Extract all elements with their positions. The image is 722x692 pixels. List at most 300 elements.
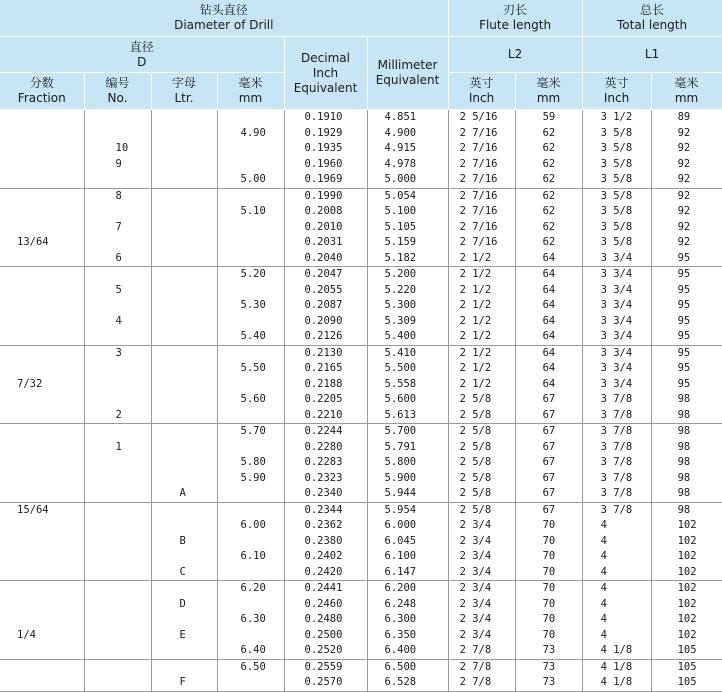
millimeter-cell: 5.200 bbox=[367, 267, 448, 283]
millimeter-cell: 5.159 bbox=[367, 235, 448, 251]
flute-mm-cell: 59 bbox=[515, 110, 582, 126]
fraction-cell: 13/64 bbox=[0, 235, 84, 251]
flute-inch-cell: 2 7/16 bbox=[448, 141, 515, 157]
mm-cell bbox=[217, 408, 284, 424]
number-cell: 6 bbox=[84, 251, 151, 267]
table-row bbox=[0, 157, 722, 173]
total-mm-cell: 89 bbox=[651, 110, 722, 126]
table-row bbox=[0, 377, 722, 393]
number-cell bbox=[84, 172, 151, 188]
flute-mm-cell: 67 bbox=[515, 502, 582, 518]
total-inch-cell: 3 3/4 bbox=[582, 251, 651, 267]
letter-cell bbox=[151, 204, 217, 220]
fraction-cell bbox=[0, 172, 84, 188]
mm-cell: 6.20 bbox=[217, 581, 284, 597]
flute-inch-cell: 2 1/2 bbox=[448, 361, 515, 377]
mm-cell bbox=[217, 251, 284, 267]
flute-mm-cell: 73 bbox=[515, 643, 582, 659]
flute-inch-cell: 2 5/16 bbox=[448, 110, 515, 126]
decimal-inch-cell: 0.2055 bbox=[284, 283, 367, 299]
millimeter-cell: 6.200 bbox=[367, 581, 448, 597]
table-row bbox=[0, 267, 722, 283]
millimeter-cell: 6.000 bbox=[367, 518, 448, 534]
number-cell bbox=[84, 204, 151, 220]
letter-cell bbox=[151, 220, 217, 236]
total-inch-cell: 3 5/8 bbox=[582, 157, 651, 173]
millimeter-cell: 6.500 bbox=[367, 659, 448, 675]
number-cell bbox=[84, 110, 151, 126]
total-mm-cell: 92 bbox=[677, 142, 691, 155]
mm-cell bbox=[217, 283, 284, 299]
l1-header: L1 bbox=[582, 37, 722, 73]
number-cell bbox=[84, 486, 151, 502]
number-cell bbox=[84, 643, 151, 659]
decimal-inch-cell: 0.1935 bbox=[284, 141, 367, 157]
table-row bbox=[0, 314, 722, 330]
table-row bbox=[0, 220, 722, 236]
millimeter-cell: 6.528 bbox=[367, 675, 448, 691]
total-mm-cell: 95 bbox=[677, 362, 691, 375]
total-inch-cell: 4 bbox=[582, 549, 651, 565]
millimeter-cell: 5.182 bbox=[367, 251, 448, 267]
flute-inch-cell: 2 3/4 bbox=[448, 565, 515, 581]
millimeter-cell: 5.000 bbox=[367, 172, 448, 188]
millimeter-cell: 6.350 bbox=[367, 628, 448, 644]
frac-en-label: Fraction bbox=[17, 91, 66, 105]
flute-inch-cell: 2 3/4 bbox=[448, 534, 515, 550]
mm-cn-label: 毫米 bbox=[238, 76, 263, 90]
letter-cell bbox=[151, 283, 217, 299]
flute-mm-cell: 70 bbox=[515, 565, 582, 581]
decimal-label-3: Equivalent bbox=[293, 80, 358, 95]
table-row bbox=[0, 298, 722, 314]
number-cell bbox=[84, 534, 151, 550]
fraction-cell bbox=[0, 345, 84, 361]
table-row bbox=[0, 643, 722, 659]
diameter-en-label: Diameter of Drill bbox=[174, 18, 274, 32]
letter-header bbox=[151, 73, 217, 110]
fraction-cell bbox=[0, 471, 84, 487]
flute-inch-cell: 2 5/8 bbox=[448, 408, 515, 424]
mm-cell bbox=[217, 314, 284, 330]
flute-inch-cell: 2 7/16 bbox=[448, 220, 515, 236]
fraction-cell bbox=[0, 204, 84, 220]
decimal-inch-cell: 0.2031 bbox=[284, 235, 367, 251]
decimal-inch-cell: 0.2040 bbox=[284, 251, 367, 267]
millimeter-cell: 5.054 bbox=[367, 188, 448, 204]
millimeter-cell: 4.851 bbox=[367, 110, 448, 126]
millimeter-cell: 4.978 bbox=[367, 157, 448, 173]
letter-cell: F bbox=[151, 675, 217, 691]
millimeter-cell: 5.944 bbox=[367, 486, 448, 502]
flute-mm-cell: 67 bbox=[515, 408, 582, 424]
number-cell: 3 bbox=[84, 345, 151, 361]
tmm-en-label: mm bbox=[674, 91, 699, 105]
flute-inch-cell: 2 7/16 bbox=[448, 157, 515, 173]
number-cell bbox=[84, 267, 151, 283]
total-inch-cell: 3 5/8 bbox=[582, 235, 651, 251]
total-mm-cell: 92 bbox=[677, 126, 691, 139]
total-inch-cell: 3 5/8 bbox=[582, 141, 651, 157]
decimal-inch-cell: 0.2441 bbox=[284, 581, 367, 597]
total-inch-cell: 3 3/4 bbox=[582, 314, 651, 330]
letter-cell bbox=[151, 157, 217, 173]
mm-cell: 5.20 bbox=[217, 267, 284, 283]
total-inch-cell: 4 1/8 bbox=[582, 659, 651, 675]
flute-inch-cell: 2 1/2 bbox=[448, 377, 515, 393]
millimeter-cell: 6.400 bbox=[367, 643, 448, 659]
decimal-inch-cell: 0.2500 bbox=[284, 628, 367, 644]
flute-mm-cell: 67 bbox=[515, 424, 582, 440]
total-inch-cell: 3 7/8 bbox=[582, 502, 651, 518]
mm-cell: 4.90 bbox=[217, 126, 284, 142]
fraction-cell bbox=[0, 486, 84, 502]
decimal-inch-cell: 0.2010 bbox=[284, 220, 367, 236]
total-mm-cell: 98 bbox=[677, 408, 691, 421]
fin-en-label: Inch bbox=[468, 91, 495, 105]
flute-mm-header bbox=[515, 73, 582, 110]
total-inch-cell: 3 5/8 bbox=[582, 204, 651, 220]
flute-mm-cell: 62 bbox=[515, 188, 582, 204]
mm-cell bbox=[217, 235, 284, 251]
fraction-cell bbox=[0, 424, 84, 440]
total-inch-cell: 3 1/2 bbox=[582, 110, 651, 126]
decimal-inch-cell: 0.2402 bbox=[284, 549, 367, 565]
letter-cell bbox=[151, 110, 217, 126]
mm-cell: 5.00 bbox=[217, 172, 284, 188]
flute-mm-cell: 73 bbox=[515, 659, 582, 675]
total-mm-cell: 102 bbox=[677, 534, 697, 547]
total-mm-cell: 95 bbox=[677, 377, 691, 390]
total-inch-cell: 4 bbox=[582, 534, 651, 550]
decimal-inch-cell: 0.2087 bbox=[284, 298, 367, 314]
millimeter-cell: 5.100 bbox=[367, 204, 448, 220]
decimal-inch-cell: 0.2323 bbox=[284, 471, 367, 487]
d-cn-label: 直径 bbox=[129, 39, 154, 54]
total-mm-cell: 95 bbox=[651, 345, 722, 361]
total-mm-cell: 105 bbox=[651, 675, 722, 691]
fraction-cell bbox=[0, 643, 84, 659]
letter-cell bbox=[151, 612, 217, 628]
millimeter-cell: 5.220 bbox=[367, 283, 448, 299]
mm-cell bbox=[217, 157, 284, 173]
millimeter-cell: 5.558 bbox=[367, 377, 448, 393]
letter-cell bbox=[151, 440, 217, 456]
fraction-cell bbox=[0, 565, 84, 581]
total-mm-cell: 92 bbox=[651, 188, 722, 204]
number-cell bbox=[84, 455, 151, 471]
millimeter-cell: 5.105 bbox=[367, 220, 448, 236]
flute-mm-cell: 64 bbox=[515, 345, 582, 361]
table-row bbox=[0, 455, 722, 471]
flute-inch-cell: 2 5/8 bbox=[448, 424, 515, 440]
total-inch-cell: 4 1/8 bbox=[582, 675, 651, 691]
decimal-inch-cell: 0.2520 bbox=[284, 643, 367, 659]
mm-cell bbox=[217, 141, 284, 157]
fraction-cell bbox=[0, 675, 84, 691]
total-mm-header bbox=[651, 73, 722, 110]
fmm-en-label: mm bbox=[536, 91, 561, 105]
total-mm-cell: 98 bbox=[677, 471, 691, 484]
flute-mm-cell: 70 bbox=[515, 518, 582, 534]
total-inch-cell: 3 3/4 bbox=[582, 361, 651, 377]
total-mm-cell: 102 bbox=[677, 613, 697, 626]
letter-cell bbox=[151, 377, 217, 393]
flute-mm-cell: 62 bbox=[515, 235, 582, 251]
total-mm-cell: 102 bbox=[677, 628, 697, 641]
letter-cell bbox=[151, 235, 217, 251]
total-inch-cell: 3 3/4 bbox=[582, 377, 651, 393]
decimal-label-2: Inch bbox=[312, 65, 339, 80]
flute-inch-cell: 2 3/4 bbox=[448, 628, 515, 644]
mm-cell bbox=[217, 565, 284, 581]
letter-cell bbox=[151, 329, 217, 345]
decimal-inch-cell: 0.2283 bbox=[284, 455, 367, 471]
decimal-inch-cell: 0.2165 bbox=[284, 361, 367, 377]
letter-cell bbox=[151, 549, 217, 565]
mm-cell bbox=[217, 377, 284, 393]
table-row bbox=[0, 110, 722, 126]
decimal-label-1: Decimal bbox=[301, 50, 350, 65]
flute-inch-cell: 2 7/8 bbox=[448, 659, 515, 675]
table-row bbox=[0, 597, 722, 613]
table-row bbox=[0, 235, 722, 251]
decimal-inch-cell: 0.2344 bbox=[284, 502, 367, 518]
flute-mm-cell: 67 bbox=[515, 392, 582, 408]
table-row bbox=[0, 283, 722, 299]
total-length-header bbox=[582, 0, 722, 37]
number-cell bbox=[84, 612, 151, 628]
fraction-cell bbox=[0, 141, 84, 157]
table-row bbox=[0, 345, 722, 361]
mm-cell bbox=[217, 486, 284, 502]
number-cell bbox=[84, 565, 151, 581]
flute-mm-cell: 67 bbox=[515, 486, 582, 502]
flute-mm-cell: 70 bbox=[515, 612, 582, 628]
table-row bbox=[0, 612, 722, 628]
total-mm-cell: 95 bbox=[677, 283, 691, 296]
total-inch-cell: 3 3/4 bbox=[582, 345, 651, 361]
fraction-cell bbox=[0, 440, 84, 456]
mm-cell: 5.80 bbox=[217, 455, 284, 471]
total-mm-cell: 105 bbox=[677, 644, 697, 657]
decimal-inch-cell: 0.2244 bbox=[284, 424, 367, 440]
decimal-inch-cell: 0.2362 bbox=[284, 518, 367, 534]
total-mm-cell: 102 bbox=[651, 581, 722, 597]
table-row bbox=[0, 486, 722, 502]
flute-inch-header bbox=[448, 73, 515, 110]
table-row bbox=[0, 549, 722, 565]
flute-mm-cell: 64 bbox=[515, 361, 582, 377]
mm-cell bbox=[217, 597, 284, 613]
mm-cell bbox=[217, 502, 284, 518]
total-mm-cell: 98 bbox=[677, 487, 691, 500]
fraction-cell bbox=[0, 126, 84, 142]
number-cell: 5 bbox=[84, 283, 151, 299]
decimal-inch-cell: 0.2210 bbox=[284, 408, 367, 424]
decimal-inch-cell: 0.2205 bbox=[284, 392, 367, 408]
flute-mm-cell: 62 bbox=[515, 126, 582, 142]
letter-cell: A bbox=[151, 486, 217, 502]
number-cell bbox=[84, 235, 151, 251]
table-row bbox=[0, 172, 722, 188]
flute-inch-cell: 2 1/2 bbox=[448, 251, 515, 267]
mm-cell bbox=[217, 440, 284, 456]
no-cn-label: 编号 bbox=[105, 76, 130, 90]
millimeter-cell: 5.400 bbox=[367, 329, 448, 345]
mm-cell: 5.10 bbox=[217, 204, 284, 220]
diameter-d-header bbox=[0, 37, 284, 73]
mm-cell bbox=[217, 110, 284, 126]
letter-cell bbox=[151, 643, 217, 659]
flute-inch-cell: 2 3/4 bbox=[448, 518, 515, 534]
decimal-inch-cell: 0.2570 bbox=[284, 675, 367, 691]
millimeter-cell: 5.613 bbox=[367, 408, 448, 424]
fin-cn-label: 英寸 bbox=[469, 76, 494, 90]
letter-cell bbox=[151, 518, 217, 534]
total-inch-cell: 4 bbox=[582, 597, 651, 613]
decimal-inch-cell: 0.2460 bbox=[284, 597, 367, 613]
flute-inch-cell: 2 3/4 bbox=[448, 581, 515, 597]
fraction-cell bbox=[0, 361, 84, 377]
total-inch-cell: 3 3/4 bbox=[582, 267, 651, 283]
flute-mm-cell: 67 bbox=[515, 440, 582, 456]
decimal-inch-header bbox=[284, 37, 367, 110]
table-row bbox=[0, 659, 722, 675]
decimal-inch-cell: 0.2340 bbox=[284, 486, 367, 502]
letter-cell bbox=[151, 141, 217, 157]
frac-cn-label: 分数 bbox=[29, 76, 54, 90]
millimeter-cell: 5.954 bbox=[367, 502, 448, 518]
mm-cell: 6.00 bbox=[217, 518, 284, 534]
flute-mm-cell: 64 bbox=[515, 298, 582, 314]
fraction-cell bbox=[0, 110, 84, 126]
decimal-inch-cell: 0.2280 bbox=[284, 440, 367, 456]
total-inch-cell: 3 5/8 bbox=[582, 172, 651, 188]
decimal-inch-cell: 0.2380 bbox=[284, 534, 367, 550]
fraction-cell bbox=[0, 455, 84, 471]
mm-cell bbox=[217, 628, 284, 644]
fraction-cell bbox=[0, 549, 84, 565]
number-cell bbox=[84, 628, 151, 644]
mm-cell: 6.40 bbox=[217, 643, 284, 659]
table-body bbox=[0, 110, 722, 692]
flute-mm-cell: 73 bbox=[515, 675, 582, 691]
mm-cell: 6.50 bbox=[217, 659, 284, 675]
flute-mm-cell: 64 bbox=[515, 314, 582, 330]
total-mm-cell: 95 bbox=[677, 251, 691, 264]
no-en-label: No. bbox=[107, 91, 128, 105]
fraction-cell bbox=[0, 392, 84, 408]
letter-cell bbox=[151, 298, 217, 314]
number-header bbox=[84, 73, 151, 110]
letter-cell bbox=[151, 361, 217, 377]
millimeter-cell: 5.900 bbox=[367, 471, 448, 487]
table-row bbox=[0, 392, 722, 408]
total-inch-cell: 3 5/8 bbox=[582, 126, 651, 142]
fraction-cell bbox=[0, 659, 84, 675]
total-mm-cell: 92 bbox=[677, 157, 691, 170]
millimeter-cell: 5.500 bbox=[367, 361, 448, 377]
flute-mm-cell: 70 bbox=[515, 534, 582, 550]
total-mm-cell: 98 bbox=[677, 456, 691, 469]
mil-label-2: Equivalent bbox=[375, 73, 440, 87]
decimal-inch-cell: 0.1960 bbox=[284, 157, 367, 173]
flute-inch-cell: 2 5/8 bbox=[448, 455, 515, 471]
flute-inch-cell: 2 7/8 bbox=[448, 675, 515, 691]
flute-inch-cell: 2 3/4 bbox=[448, 612, 515, 628]
number-cell bbox=[84, 471, 151, 487]
total-mm-cell: 92 bbox=[677, 173, 691, 186]
total-inch-cell: 4 bbox=[582, 581, 651, 597]
letter-cell bbox=[151, 392, 217, 408]
total-inch-cell: 4 bbox=[582, 612, 651, 628]
total-inch-cell: 3 3/4 bbox=[582, 298, 651, 314]
table-row bbox=[0, 628, 722, 644]
decimal-inch-cell: 0.1990 bbox=[284, 188, 367, 204]
millimeter-cell: 5.309 bbox=[367, 314, 448, 330]
millimeter-cell: 6.248 bbox=[367, 597, 448, 613]
total-mm-cell: 102 bbox=[677, 565, 697, 578]
table-row bbox=[0, 471, 722, 487]
fraction-cell bbox=[0, 518, 84, 534]
flute-inch-cell: 2 7/16 bbox=[448, 188, 515, 204]
decimal-inch-cell: 0.2047 bbox=[284, 267, 367, 283]
total-inch-cell: 4 1/8 bbox=[582, 643, 651, 659]
number-cell bbox=[84, 126, 151, 142]
fraction-cell bbox=[0, 612, 84, 628]
letter-cell: C bbox=[151, 565, 217, 581]
mil-label-1: Millimeter bbox=[377, 58, 438, 72]
number-cell bbox=[84, 424, 151, 440]
fraction-cell bbox=[0, 314, 84, 330]
millimeter-cell: 5.600 bbox=[367, 392, 448, 408]
fraction-cell bbox=[0, 251, 84, 267]
letter-cell: E bbox=[151, 628, 217, 644]
table-row bbox=[0, 329, 722, 345]
number-cell bbox=[84, 502, 151, 518]
total-mm-cell: 98 bbox=[651, 424, 722, 440]
flute-mm-cell: 70 bbox=[515, 581, 582, 597]
number-cell: 4 bbox=[84, 314, 151, 330]
number-cell bbox=[84, 298, 151, 314]
decimal-inch-cell: 0.2559 bbox=[284, 659, 367, 675]
total-inch-cell: 4 bbox=[582, 628, 651, 644]
fraction-cell bbox=[0, 597, 84, 613]
flute-inch-cell: 2 1/2 bbox=[448, 329, 515, 345]
fmm-cn-label: 毫米 bbox=[536, 76, 561, 90]
flute-mm-cell: 70 bbox=[515, 628, 582, 644]
flute-mm-cell: 64 bbox=[515, 251, 582, 267]
total-mm-cell: 92 bbox=[677, 220, 691, 233]
number-cell bbox=[84, 675, 151, 691]
flute-inch-cell: 2 3/4 bbox=[448, 549, 515, 565]
flute-mm-cell: 62 bbox=[515, 220, 582, 236]
table-row bbox=[0, 251, 722, 267]
d-en-label: D bbox=[137, 54, 147, 69]
ltr-cn-label: 字母 bbox=[171, 76, 196, 90]
fraction-cell bbox=[0, 283, 84, 299]
millimeter-cell: 6.045 bbox=[367, 534, 448, 550]
tin-cn-label: 英寸 bbox=[604, 76, 629, 90]
letter-cell bbox=[151, 424, 217, 440]
number-cell: 7 bbox=[84, 220, 151, 236]
tmm-cn-label: 毫米 bbox=[674, 76, 699, 90]
total-mm-cell: 102 bbox=[677, 519, 697, 532]
diameter-cn-label: 钻头直径 bbox=[199, 3, 248, 17]
l2-header: L2 bbox=[448, 37, 582, 73]
flute-inch-cell: 2 7/16 bbox=[448, 172, 515, 188]
